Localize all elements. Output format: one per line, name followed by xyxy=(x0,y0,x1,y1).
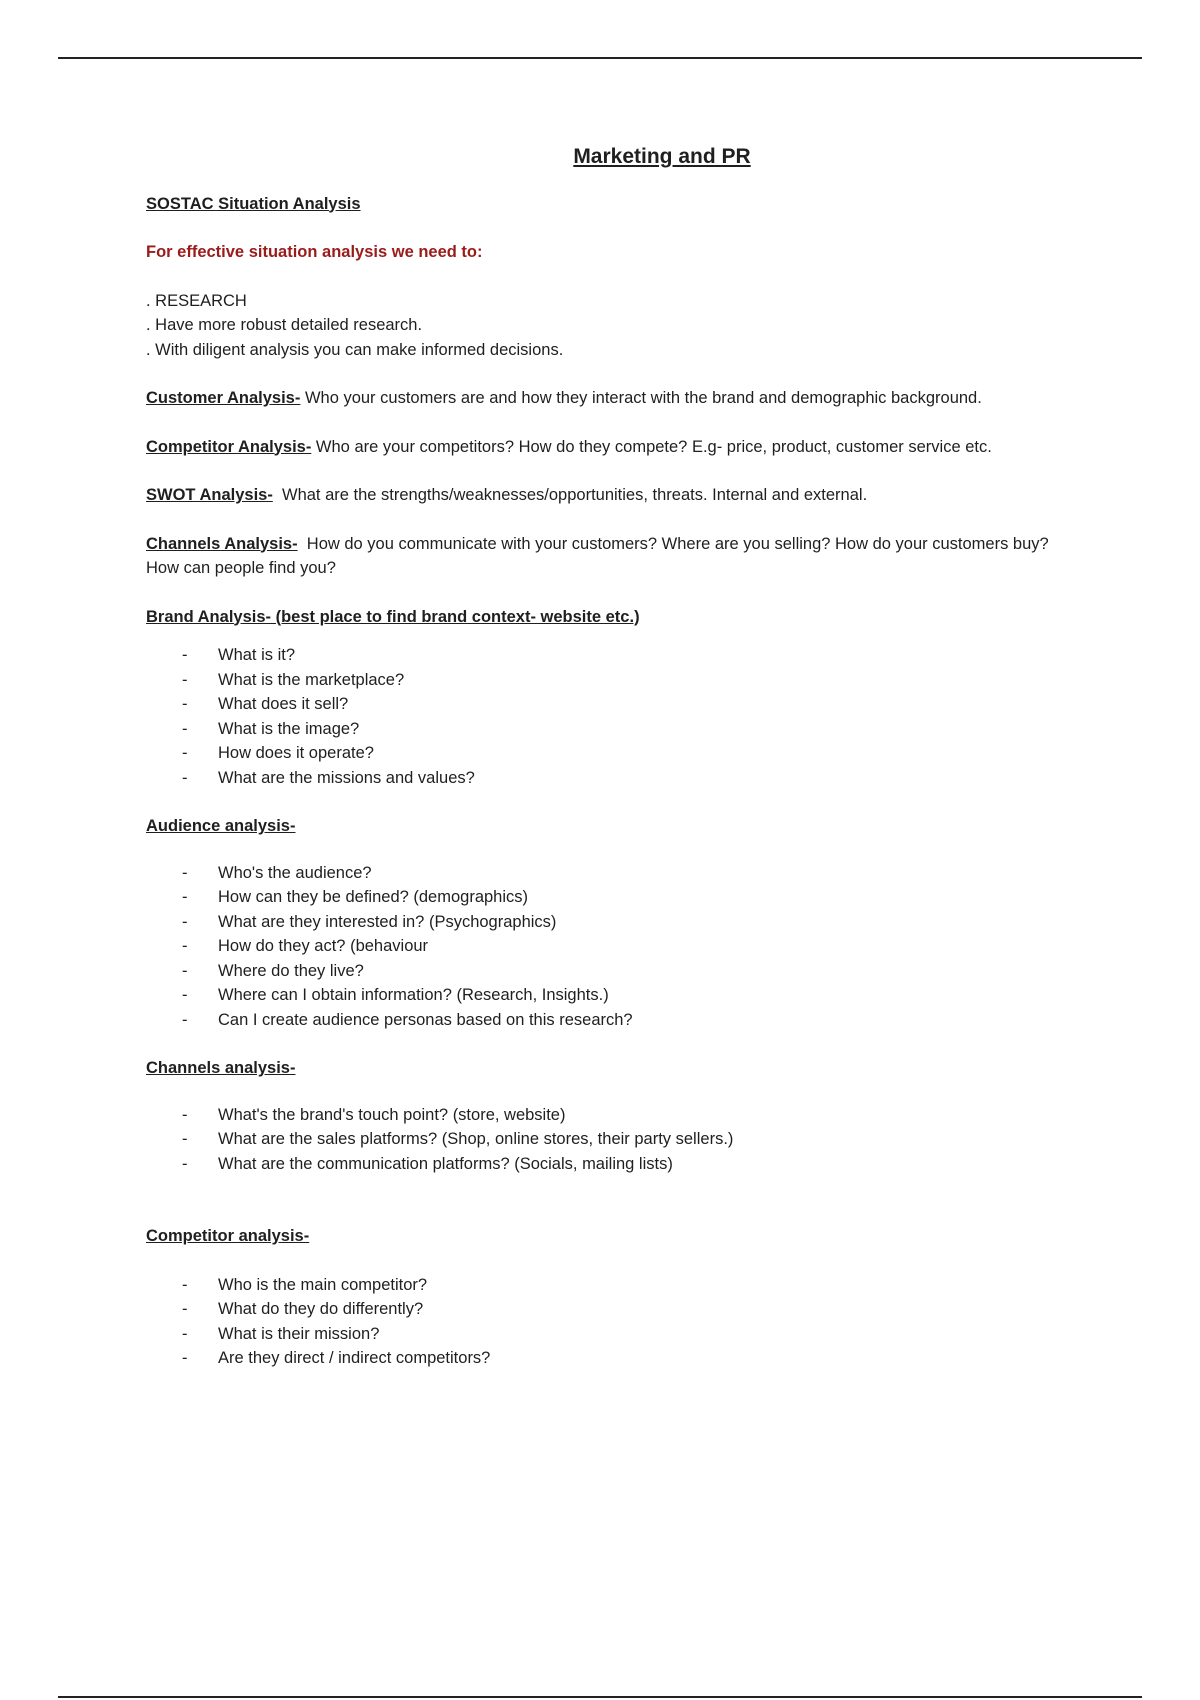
customer-analysis xyxy=(146,386,1066,411)
list-item: - What are the sales platforms? (Shop, online stores, their party sellers.) xyxy=(182,1130,734,1148)
bottom-rule xyxy=(58,1696,1142,1698)
list-item: - What is the image? xyxy=(182,719,360,738)
list-item: - How does it operate? xyxy=(182,744,374,762)
page-title: Marketing and PR xyxy=(573,145,751,168)
competitor-analysis-text: Who are your competitors? How do they compete? E.g- price, product, customer service etc. xyxy=(311,437,992,456)
list-item: - What is their mission? xyxy=(182,1324,380,1343)
list-item: - What are they interested in? (Psychographics) xyxy=(182,912,557,931)
list-item: - What do they do differently? xyxy=(182,1300,424,1318)
channels-analysis-text: How do you communicate with your customers? Where are you selling? How do your customers buy? How can people find you? xyxy=(146,534,1054,577)
list-item: - What are the missions and values? xyxy=(182,768,475,787)
swot-analysis-label: SWOT Analysis- xyxy=(146,486,273,504)
intro-heading: For effective situation analysis we need to: xyxy=(146,243,483,261)
list-item: - Where can I obtain information? (Research, Insights.) xyxy=(182,986,609,1004)
audience-list xyxy=(146,861,1066,1033)
list-item: - What is it? xyxy=(182,646,296,664)
list-item: - Can I create audience personas based on this research? xyxy=(182,1010,633,1029)
competitor-analysis-label: Competitor Analysis- xyxy=(146,437,312,456)
channels-analysis xyxy=(146,532,1066,581)
list-item: - How do they act? (behaviour xyxy=(182,937,429,955)
intro-point: . Have more robust detailed research. xyxy=(146,316,423,334)
intro-point: . With diligent analysis you can make informed decisions. xyxy=(146,340,564,359)
channels2-heading: Channels analysis- xyxy=(146,1059,296,1077)
customer-analysis-text: Who your customers are and how they interact with the brand and demographic background. xyxy=(300,389,982,407)
audience-heading: Audience analysis- xyxy=(146,817,296,835)
document-body xyxy=(146,142,1066,1371)
competitor2-list xyxy=(146,1273,1066,1371)
list-item: - What does it sell? xyxy=(182,695,349,713)
list-item: - How can they be defined? (demographics) xyxy=(182,888,529,906)
competitor-analysis xyxy=(146,435,1066,460)
top-rule xyxy=(58,57,1142,59)
brand-list xyxy=(146,643,1066,790)
list-item: - Who's the audience? xyxy=(182,863,372,882)
intro-point: . RESEARCH xyxy=(146,291,247,310)
swot-analysis xyxy=(146,483,1066,508)
brand-heading: Brand Analysis- (best place to find brand context- website etc.) xyxy=(146,607,640,626)
list-item: - Are they direct / indirect competitors? xyxy=(182,1349,491,1367)
swot-analysis-text: What are the strengths/weaknesses/opportunities, threats. Internal and external. xyxy=(272,486,868,504)
channels-analysis-label: Channels Analysis- xyxy=(146,534,298,553)
list-item: - What are the communication platforms? (Socials, mailing lists) xyxy=(182,1154,673,1173)
list-item: - What is the marketplace? xyxy=(182,670,405,689)
sostac-heading: SOSTAC Situation Analysis xyxy=(146,194,361,213)
list-item: - Where do they live? xyxy=(182,961,364,980)
competitor2-heading: Competitor analysis- xyxy=(146,1227,310,1245)
list-item: - What's the brand's touch point? (store, website) xyxy=(182,1105,566,1124)
channels2-list xyxy=(146,1103,1066,1177)
customer-analysis-label: Customer Analysis- xyxy=(146,389,301,407)
list-item: - Who is the main competitor? xyxy=(182,1275,428,1294)
